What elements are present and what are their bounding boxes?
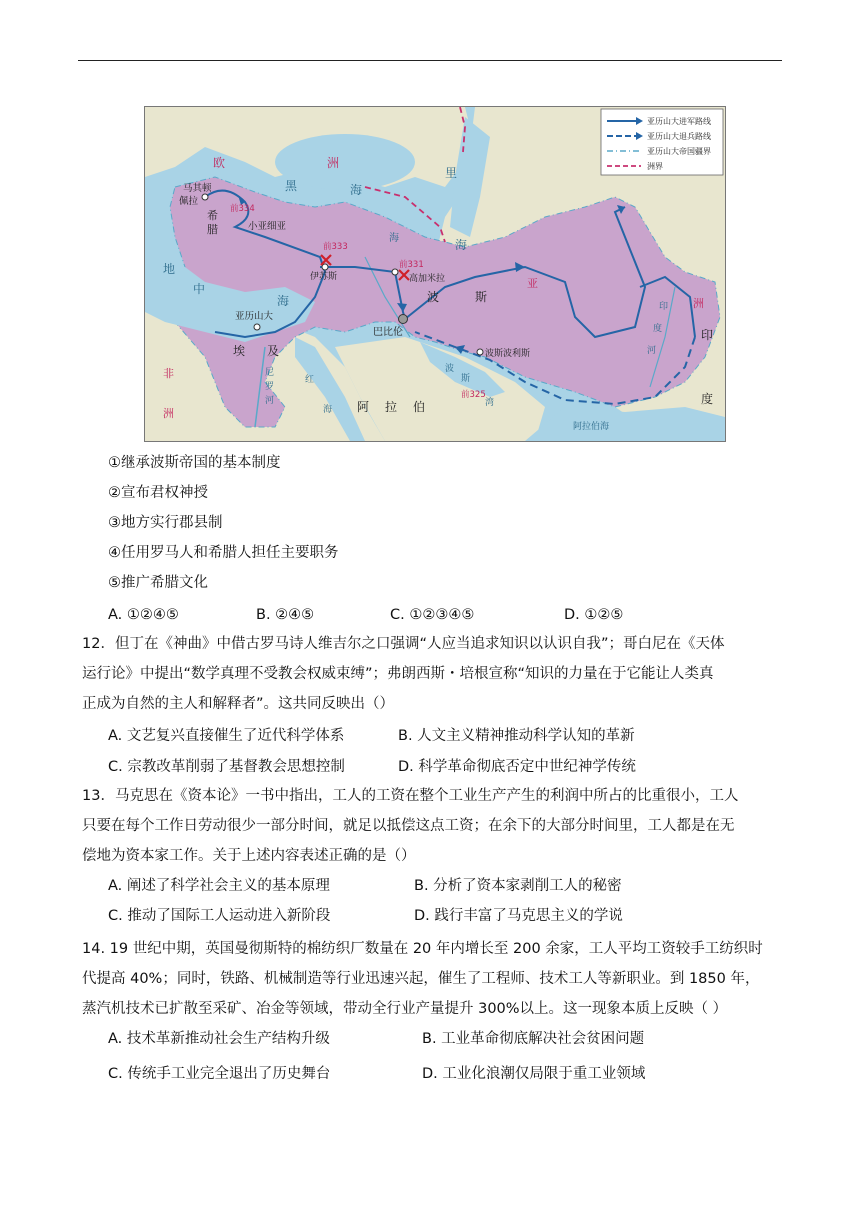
label-indus-1: 印 xyxy=(659,302,669,312)
label-greece-2: 腊 xyxy=(207,223,218,236)
q14-option-a[interactable]: A. 技术革新推动社会生产结构升级 xyxy=(108,1031,330,1047)
label-med-2: 中 xyxy=(193,282,206,296)
q11-option-a[interactable]: A. ①②④⑤ xyxy=(108,607,179,623)
label-black-sea-1: 黑 xyxy=(285,179,298,193)
label-indus-2: 度 xyxy=(653,324,663,334)
legend-advance-label: 亚历山大进军路线 xyxy=(647,117,711,126)
label-gulf-2: 斯 xyxy=(461,374,471,384)
city-issus xyxy=(322,264,328,270)
q13-line-3: 偿地为资本家工作。关于上述内容表述正确的是（） xyxy=(82,848,416,864)
q12-option-a[interactable]: A. 文艺复兴直接催生了近代科学体系 xyxy=(108,728,345,744)
q11-item-5: ⑤推广希腊文化 xyxy=(108,575,208,591)
q13-option-b[interactable]: B. 分析了资本家剥削工人的秘密 xyxy=(414,878,622,894)
q14-option-c[interactable]: C. 传统手工业完全退出了历史舞台 xyxy=(108,1066,331,1082)
label-sea: 海 xyxy=(389,233,399,244)
label-year-325: 前325 xyxy=(461,390,486,400)
label-year-334: 前334 xyxy=(230,204,255,214)
label-india-1: 印 xyxy=(701,328,714,342)
q12-option-d[interactable]: D. 科学革命彻底否定中世纪神学传统 xyxy=(398,759,636,775)
city-pella xyxy=(202,194,208,200)
label-caspian-2: 海 xyxy=(455,238,468,252)
label-europe-1: 欧 xyxy=(213,156,226,170)
city-gaugamela xyxy=(392,269,398,275)
label-persia-2: 斯 xyxy=(475,290,488,304)
label-persepolis: 波斯波利斯 xyxy=(485,349,531,359)
label-nile-2: 罗 xyxy=(265,382,275,392)
label-alexandria: 亚历山大 xyxy=(235,311,274,322)
q11-item-3: ③地方实行郡县制 xyxy=(108,515,223,531)
q14-line-3: 蒸汽机技术已扩散至采矿、冶金等领域，带动全行业产量提升 300%以上。这一现象本质上反映（ ） xyxy=(82,1001,728,1017)
label-greece-1: 希 xyxy=(207,209,218,222)
label-indus-3: 河 xyxy=(647,346,657,356)
label-red-sea-2: 海 xyxy=(323,405,333,415)
label-med-3: 海 xyxy=(277,294,290,308)
legend-continent-label: 洲界 xyxy=(647,162,663,171)
label-africa-1: 非 xyxy=(163,367,174,380)
label-asia-2: 洲 xyxy=(693,297,704,310)
q12-line-2: 运行论》中提出“数学真理不受教会权威束缚”；弗朗西斯・培根宣称“知识的力量在于它能让人类真 xyxy=(82,666,714,682)
label-year-331: 前331 xyxy=(399,260,424,270)
q14-line-1: 14. 19 世纪中期，英国曼彻斯特的棉纺织厂数量在 20 年内增长至 200 余家，工人平均工资较手工纺织时 xyxy=(82,941,763,957)
q13-option-d[interactable]: D. 践行丰富了马克思主义的学说 xyxy=(414,908,623,924)
q13-line-1: 13．马克思在《资本论》一书中指出，工人的工资在整个工业生产产生的利润中所占的比重很小，工人 xyxy=(82,788,739,804)
map-legend xyxy=(601,109,723,175)
legend-border-label: 亚历山大帝国疆界 xyxy=(647,147,711,156)
label-europe-2: 洲 xyxy=(327,156,340,170)
map-svg xyxy=(145,107,725,441)
city-alexandria xyxy=(254,324,260,330)
label-africa-2: 洲 xyxy=(163,407,174,420)
q12-line-1: 12．但丁在《神曲》中借古罗马诗人维吉尔之口强调“人应当追求知识以认识自我”；哥白尼在《天体 xyxy=(82,636,725,652)
q12-option-b[interactable]: B. 人文主义精神推动科学认知的革新 xyxy=(398,728,635,744)
label-nile-1: 尼 xyxy=(265,368,275,378)
label-gulf-1: 波 xyxy=(445,364,455,374)
city-persepolis xyxy=(477,349,483,355)
label-gulf-3: 湾 xyxy=(485,398,495,408)
label-black-sea-2: 海 xyxy=(350,183,363,197)
label-egypt-2: 及 xyxy=(267,344,280,358)
label-egypt-1: 埃 xyxy=(233,344,246,358)
q11-item-1: ①继承波斯帝国的基本制度 xyxy=(108,455,281,471)
label-nile-3: 河 xyxy=(265,396,275,406)
q13-line-2: 只要在每个工作日劳动很少一部分时间，就足以抵偿这点工资；在余下的大部分时间里，工人都是在无 xyxy=(82,818,735,834)
label-babylon: 巴比伦 xyxy=(373,327,403,338)
label-asia-minor: 小亚细亚 xyxy=(248,221,287,232)
q14-option-b[interactable]: B. 工业革命彻底解决社会贫困问题 xyxy=(422,1031,645,1047)
q13-option-a[interactable]: A. 阐述了科学社会主义的基本原理 xyxy=(108,878,330,894)
header-rule xyxy=(78,60,782,61)
q11-option-c[interactable]: C. ①②③④⑤ xyxy=(390,607,475,623)
alexander-empire-map xyxy=(144,106,726,442)
label-persia-1: 波 xyxy=(427,290,440,304)
q11-option-b[interactable]: B. ②④⑤ xyxy=(256,607,315,623)
label-india-2: 度 xyxy=(701,392,714,406)
q11-item-2: ②宣布君权神授 xyxy=(108,485,208,501)
q11-option-d[interactable]: D. ①②⑤ xyxy=(564,607,624,623)
label-pella: 佩拉 xyxy=(179,196,199,207)
q14-option-d[interactable]: D. 工业化浪潮仅局限于重工业领域 xyxy=(422,1066,646,1082)
city-babylon xyxy=(399,315,408,324)
label-gaugamela: 高加米拉 xyxy=(409,274,446,284)
label-med-1: 地 xyxy=(163,262,176,276)
legend-retreat-label: 亚历山大退兵路线 xyxy=(647,132,711,141)
label-arabia-1: 阿 xyxy=(357,400,370,414)
label-red-sea-1: 红 xyxy=(305,375,315,385)
label-asia-1: 亚 xyxy=(527,277,538,290)
q11-item-4: ④任用罗马人和希腊人担任主要职务 xyxy=(108,545,339,561)
label-macedonia: 马其顿 xyxy=(183,183,212,194)
q12-line-3: 正成为自然的主人和解释者”。这共同反映出（） xyxy=(82,696,395,712)
q14-line-2: 代提高 40%；同时，铁路、机械制造等行业迅速兴起，催生了工程师、技术工人等新职业。到 1850 年， xyxy=(82,971,760,987)
label-caspian-1: 里 xyxy=(445,166,458,180)
label-arabian-sea: 阿拉伯海 xyxy=(573,422,610,432)
label-arabia-2: 拉 xyxy=(385,400,398,414)
q13-option-c[interactable]: C. 推动了国际工人运动进入新阶段 xyxy=(108,908,331,924)
label-arabia-3: 伯 xyxy=(413,400,426,414)
q12-option-c[interactable]: C. 宗教改革削弱了基督教会思想控制 xyxy=(108,759,345,775)
label-issus: 伊苏斯 xyxy=(310,272,338,282)
label-year-333: 前333 xyxy=(323,242,348,252)
